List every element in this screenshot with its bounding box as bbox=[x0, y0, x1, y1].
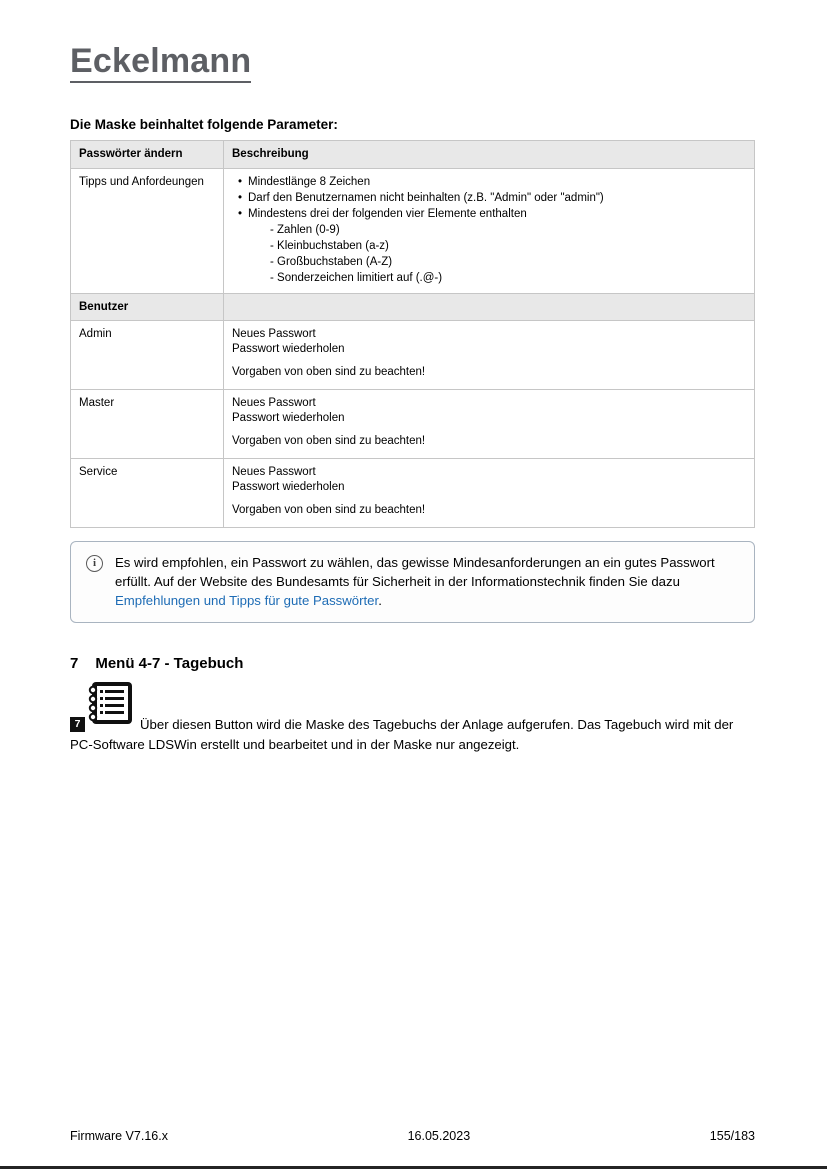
table-row-service bbox=[71, 459, 755, 528]
info-text-period: . bbox=[378, 593, 382, 609]
user-line: Neues Passwort bbox=[232, 466, 316, 479]
tagebuch-paragraph bbox=[70, 682, 755, 755]
sub-item: - Kleinbuchstaben (a-z) bbox=[270, 239, 389, 252]
user-line: Passwort wiederholen bbox=[232, 343, 345, 356]
table-header-row bbox=[71, 141, 755, 169]
tipps-label: Tipps und Anfordeungen bbox=[71, 168, 224, 293]
bullet-text: Darf den Benutzernamen nicht beinhalten (z.B. "Admin" oder "admin") bbox=[248, 191, 604, 204]
info-icon bbox=[86, 555, 103, 572]
user-note: Vorgaben von oben sind zu beachten! bbox=[232, 435, 426, 448]
page-footer bbox=[70, 1129, 755, 1143]
menu-7-badge: 7 bbox=[70, 717, 85, 732]
info-icon-glyph: i bbox=[92, 557, 97, 570]
user-description-cell bbox=[224, 390, 755, 459]
section-heading bbox=[70, 655, 755, 672]
bullet-item bbox=[232, 191, 746, 206]
header-cell-passwords: Passwörter ändern bbox=[71, 141, 224, 169]
bullet-icon: • bbox=[237, 191, 243, 204]
user-line: Passwort wiederholen bbox=[232, 412, 345, 425]
table-row-admin bbox=[71, 321, 755, 390]
table-row-master bbox=[71, 390, 755, 459]
user-label: Service bbox=[71, 459, 224, 528]
journal-icon-graphic bbox=[86, 682, 134, 726]
footer-date: 16.05.2023 bbox=[407, 1129, 471, 1143]
section-empty-cell bbox=[224, 293, 755, 321]
bullet-item bbox=[232, 207, 746, 222]
footer-firmware: Firmware V7.16.x bbox=[70, 1129, 168, 1143]
bullet-text: Mindestens drei der folgenden vier Elemente enthalten bbox=[248, 207, 527, 220]
user-description-cell bbox=[224, 321, 755, 390]
info-text-body: Es wird empfohlen, ein Passwort zu wählen, das gewisse Mindesanforderungen an ein gutes Passwort erfüllt. Auf der Website des Bundesamts für Sicherheit in der Informationstechnik finden Sie dazu bbox=[115, 554, 715, 590]
section-number: 7 bbox=[70, 655, 79, 673]
bullet-text: Mindestlänge 8 Zeichen bbox=[248, 175, 371, 188]
journal-icon bbox=[70, 682, 136, 732]
password-table bbox=[70, 140, 755, 528]
info-box bbox=[70, 541, 755, 623]
bullet-icon: • bbox=[237, 207, 243, 220]
table-row-benutzer bbox=[71, 293, 755, 321]
user-line: Passwort wiederholen bbox=[232, 481, 345, 493]
sub-item: - Großbuchstaben (A-Z) bbox=[270, 255, 393, 268]
sub-item: - Sonderzeichen limitiert auf (.@-) bbox=[270, 271, 443, 284]
user-label: Master bbox=[71, 390, 224, 459]
user-description-cell bbox=[224, 459, 755, 528]
user-line: Neues Passwort bbox=[232, 328, 316, 341]
tagebuch-text: Über diesen Button wird die Maske des Tagebuchs der Anlage aufgerufen. Das Tagebuch wird mit der PC-Software LDSWin erstellt und bearbeitet und in der Maske nur angezeigt. bbox=[70, 717, 734, 753]
company-logo: Eckelmann bbox=[70, 44, 251, 83]
intro-heading: Die Maske beinhaltet folgende Parameter: bbox=[70, 117, 338, 132]
table-row-tipps bbox=[71, 168, 755, 293]
section-label: Benutzer bbox=[71, 293, 224, 321]
user-label: Admin bbox=[71, 321, 224, 390]
footer-page-number: 155/183 bbox=[709, 1129, 755, 1143]
bullet-item bbox=[232, 175, 746, 190]
header-cell-description: Beschreibung bbox=[224, 141, 755, 169]
bullet-icon: • bbox=[237, 175, 243, 188]
section-title: Menü 4-7 - Tagebuch bbox=[95, 655, 244, 673]
password-tips-link[interactable]: Empfehlungen und Tipps für gute Passwörter bbox=[115, 593, 379, 609]
user-line: Neues Passwort bbox=[232, 397, 316, 410]
user-note: Vorgaben von oben sind zu beachten! bbox=[232, 366, 426, 379]
sub-item: - Zahlen (0-9) bbox=[270, 223, 340, 236]
user-note: Vorgaben von oben sind zu beachten! bbox=[232, 503, 426, 516]
tipps-description-cell bbox=[224, 168, 755, 293]
info-text bbox=[115, 553, 738, 610]
